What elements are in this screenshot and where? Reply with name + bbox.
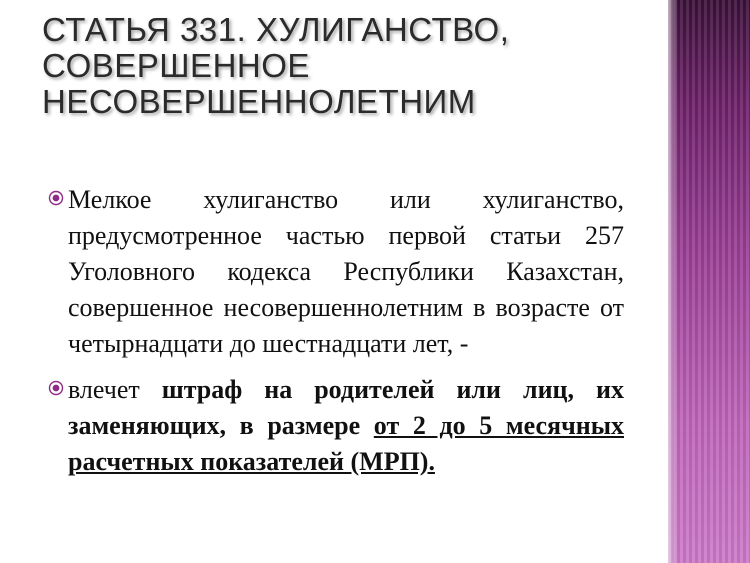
title-line-3: НЕСОВЕРШЕННОЛЕТНИМ (42, 83, 476, 120)
bullet-1-text: Мелкое хулиганство или хулиганство, предусмотренное частью первой статьи 257 Уголовного кодекса Республики Казахстан, совершенное несовершеннолетним в возрасте от четырнадцати до шестнадцати лет, - (68, 185, 624, 358)
slide-title (42, 12, 652, 120)
bullet-2-prefix: влечет (68, 375, 162, 404)
slide-body (68, 182, 624, 490)
circle-bullet-icon (48, 380, 64, 396)
title-line-2: СОВЕРШЕННОЕ (42, 47, 310, 84)
bullet-2-underlined-text: от 2 до 5 месячных расчетных показателей (МРП). (68, 411, 625, 476)
bullet-item-1 (68, 182, 624, 362)
bullet-item-2 (68, 372, 624, 480)
side-decoration-panel (668, 0, 750, 563)
bullet-2-bold-text: штраф на родителей или лиц, их заменяющих, в размере (68, 375, 624, 440)
title-line-1: СТАТЬЯ 331. ХУЛИГАНСТВО, (42, 11, 510, 48)
circle-bullet-icon (48, 190, 64, 206)
